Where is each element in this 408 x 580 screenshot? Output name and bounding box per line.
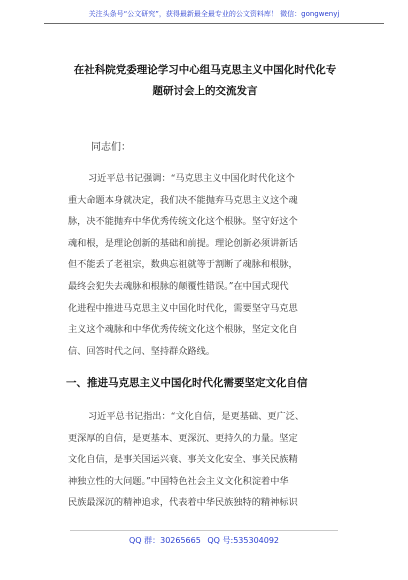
paragraph-line: 文化自信，是事关国运兴衰、事关文化安全、事关民族精 <box>68 454 298 466</box>
paragraph-line: 重大命题本身就决定，我们决不能抛弃马克思主义这个魂 <box>68 194 298 206</box>
footer-qq: QQ 号:535304092 <box>207 536 280 545</box>
paragraph-line: 但不能丢了老祖宗，数典忘祖就等于割断了魂脉和根脉， <box>68 259 298 271</box>
section-heading: 一、推进马克思主义中国化时代化需要坚定文化自信 <box>66 377 308 389</box>
paragraph-line: 魂和根，是理论创新的基础和前提。理论创新必须讲新话 <box>68 237 298 249</box>
paragraph-line: 化进程中推进马克思主义中国化时代化，需要坚守马克思 <box>68 302 298 314</box>
paragraph-2 <box>68 406 352 514</box>
title-line-1: 在社科院党委理论学习中心组马克思主义中国化时代化专 <box>73 64 337 76</box>
paragraph-line: 信、回答时代之问、坚持群众路线。 <box>68 345 215 357</box>
paragraph-line: 最终会犯失去魂脉和根脉的颠覆性错误。”在中国式现代 <box>68 280 289 292</box>
paragraph-line: 脉，决不能抛弃中华优秀传统文化这个根脉。坚守好这个 <box>68 216 298 228</box>
footer-qq-group: QQ 群：30265665 <box>128 536 201 545</box>
paragraph-line: 习近平总书记指出：“文化自信，是更基础、更广泛、 <box>88 411 305 422</box>
footer <box>0 535 408 546</box>
footer-divider <box>70 530 338 531</box>
paragraph-line: 神独立性的大问题。”中国特色社会主义文化积淀着中华 <box>68 475 289 487</box>
paragraph-line: 习近平总书记强调：“马克思主义中国化时代化这个 <box>88 173 295 184</box>
paragraph-line: 主义这个魂脉和中华优秀传统文化这个根脉，坚定文化自 <box>68 324 298 336</box>
paragraph-1 <box>68 168 352 362</box>
title-line-2: 题研讨会上的交流发言 <box>152 85 258 97</box>
header-banner: 关注头条号“公文研究”，获得最新最全最专业的公文资料库！ 微信：gongwenyj <box>44 9 384 24</box>
paragraph-line: 民族最深沉的精神追求，代表着中华民族独特的精神标识 <box>68 497 298 509</box>
paragraph-line: 更深厚的自信，是更基本、更深沉、更持久的力量。坚定 <box>68 432 298 444</box>
document-title <box>40 60 370 102</box>
salutation: 同志们： <box>91 142 131 153</box>
